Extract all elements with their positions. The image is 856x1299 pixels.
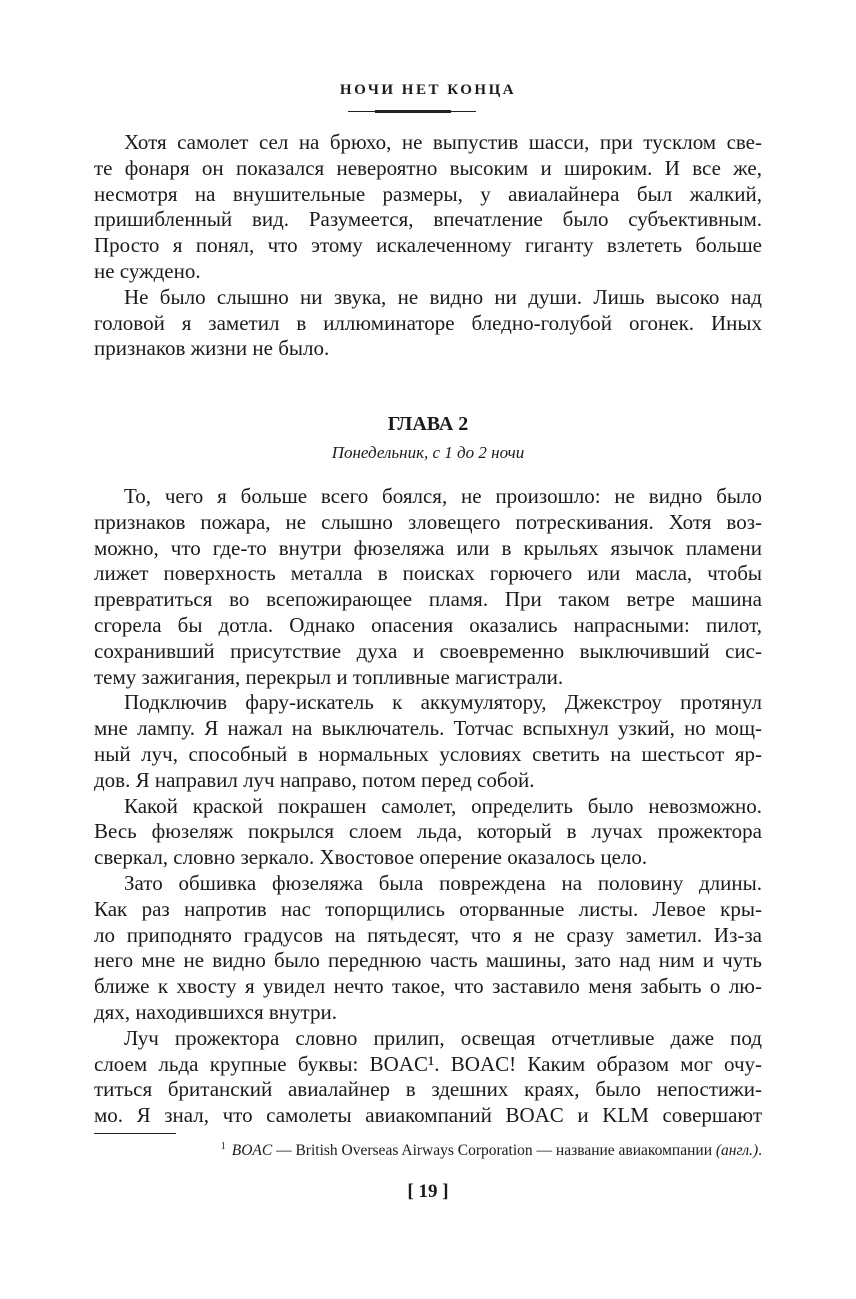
page-number: [ 19 ] (407, 1181, 449, 1202)
footnote-marker: 1 (220, 1141, 226, 1152)
text-line: сгорела бы дотла. Однако опасения оказались напрасными: пилот, (94, 612, 762, 637)
text-line: То, чего я больше всего боялся, не произошло: не видно было (124, 484, 762, 508)
text-line: признаков жизни не было. (94, 336, 330, 361)
text-line: пришибленный вид. Разумеется, впечатление было субъективным. (94, 207, 762, 232)
text-line: Просто я понял, что этому искалеченному гиганту взлететь больше (94, 233, 762, 258)
running-head: НОЧИ НЕТ КОНЦА (339, 82, 517, 98)
text-line: Зато обшивка фюзеляжа была повреждена на половину длины. (124, 870, 762, 895)
text-line: сохранивший присутствие духа и своевременно выключивший сис- (94, 638, 762, 663)
text-line: слоем льда крупные буквы: BOAC¹. BOAC! Каким образом мог очу- (94, 1051, 762, 1076)
chapter-subtitle: Понедельник, с 1 до 2 ночи (331, 443, 525, 462)
text-line: Подключив фару-искатель к аккумулятору, Джекстроу протянул (124, 690, 762, 715)
text-line: него мне не видно было переднюю часть машины, зато над ним и чуть (94, 948, 762, 973)
text-line: головой я заметил в иллюминаторе бледно-голубой огонек. Иных (94, 310, 762, 335)
text-line: Как раз напротив нас топорщились оторванные листы. Левое кры- (94, 896, 762, 921)
text-line: признаков пожара, не слышно зловещего потрескивания. Хотя воз- (94, 509, 762, 534)
footnote-lang: (англ.) (715, 1142, 759, 1160)
text-line: титься британский авиалайнер в здешних краях, было непостижи- (94, 1077, 762, 1102)
text-line: дов. Я направил луч направо, потом перед собой. (94, 767, 535, 792)
text-line: ближе к хвосту я увидел нечто такое, что заставило меня забыть о лю- (94, 974, 762, 999)
text-line: несмотря на внушительные размеры, у авиалайнера был жалкий, (94, 181, 762, 206)
footnote-end: . (758, 1142, 762, 1160)
text-line: ло приподнято градусов на пятьдесят, что я не сразу заметил. Из-за (94, 922, 762, 947)
text-line: можно, что где-то внутри фюзеляжа или в крыльях язычок пламени (94, 535, 762, 560)
text-line: те фонаря он показался невероятно высоким и широким. И все же, (94, 155, 762, 180)
text-line: мо. Я знал, что самолеты авиакомпаний BOAC и KLM совершают (94, 1103, 762, 1128)
text-line: тему зажигания, перекрыл и топливные магистрали. (94, 664, 564, 689)
text-line: Весь фюзеляж покрылся слоем льда, который в лучах прожектора (94, 819, 762, 844)
text-line: дях, находившихся внутри. (94, 999, 337, 1024)
text-line: Какой краской покрашен самолет, определить было невозможно. (124, 793, 762, 818)
text-line: сверкал, словно зеркало. Хвостовое оперение оказалось цело. (94, 845, 648, 870)
text-line: мне лампу. Я нажал на выключатель. Тотчас вспыхнул узкий, но мощ- (94, 716, 762, 741)
chapter-title: ГЛАВА 2 (387, 413, 469, 435)
header-rule-accent (375, 110, 451, 113)
footnote-term: BOAC (231, 1142, 273, 1160)
text-block-chapter (94, 484, 762, 1129)
text-line: Луч прожектора словно прилип, освещая отчетливые даже под (124, 1025, 762, 1050)
footnote (0, 1141, 762, 1160)
text-line: превратиться во всепожирающее пламя. При таком ветре машина (94, 587, 762, 612)
text-line: Хотя самолет сел на брюхо, не выпустив шасси, при тусклом све- (124, 130, 762, 154)
text-line: не суждено. (94, 258, 201, 283)
footnote-rule (94, 1133, 176, 1134)
text-line: ный луч, способный в нормальных условиях светить на шестьсот яр- (94, 741, 762, 766)
text-line: Не было слышно ни звука, не видно ни души. Лишь высоко над (124, 284, 762, 309)
footnote-text: — British Overseas Airways Corporation — название авиакомпании (272, 1142, 716, 1160)
text-block-opening (94, 130, 762, 362)
text-line: лижет поверхность металла в поисках горючего или масла, чтобы (94, 561, 762, 586)
